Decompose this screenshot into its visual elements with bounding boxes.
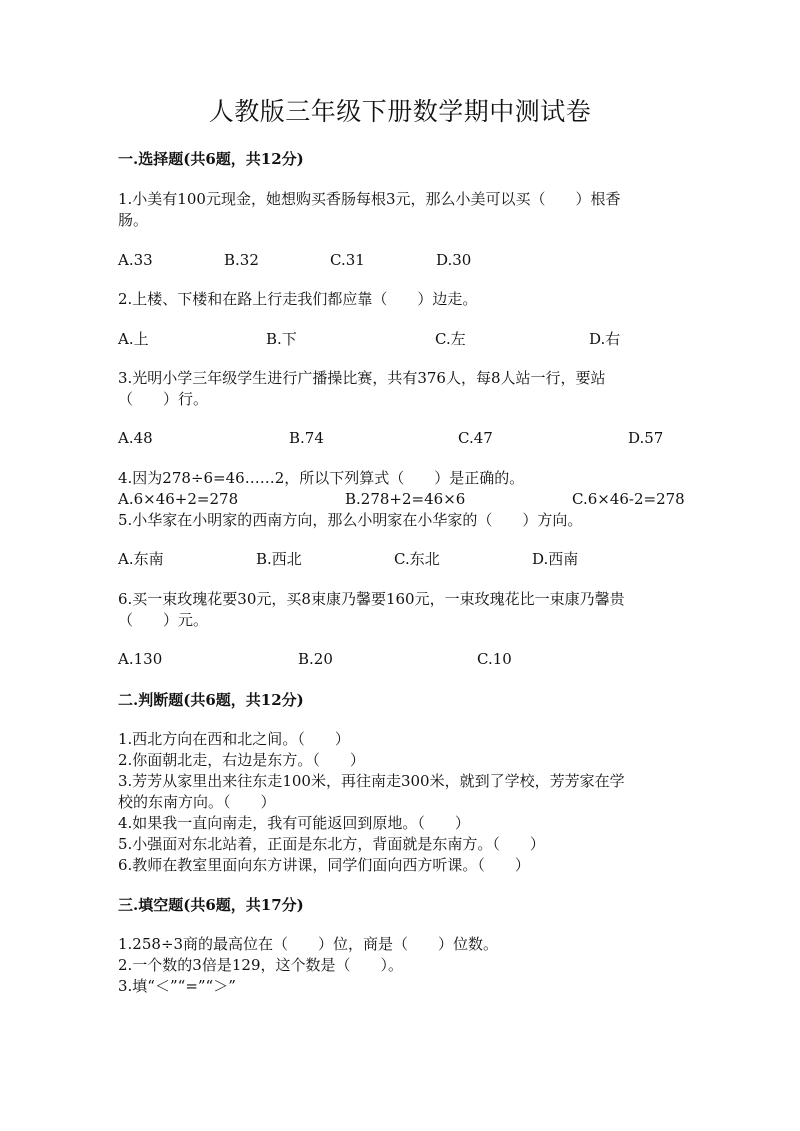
- judgment-line-1: 1.西北方向在西和北之间。（ ）: [118, 730, 350, 748]
- question-2-option-a: A.上: [118, 330, 149, 348]
- fill-blank-line-3: 3.填“＜”“=”“＞”: [118, 977, 236, 995]
- question-6-option-c: C.10: [477, 650, 512, 668]
- question-1-option-a: A.33: [118, 251, 153, 269]
- question-5-option-c: C.东北: [394, 550, 440, 568]
- question-2-option-c: C.左: [435, 330, 466, 348]
- judgment-line-2: 2.你面朝北走，右边是东方。（ ）: [118, 751, 365, 769]
- section-heading-choice: 一.选择题(共6题，共12分): [118, 150, 304, 168]
- question-5-line-1: 5.小华家在小明家的西南方向，那么小明家在小华家的（ ）方向。: [118, 511, 583, 529]
- question-3-option-c: C.47: [458, 429, 493, 447]
- question-4-option-b: B.278+2=46×6: [345, 490, 466, 508]
- question-6-option-a: A.130: [118, 650, 163, 668]
- question-1-option-b: B.32: [224, 251, 259, 269]
- question-5-option-b: B.西北: [256, 550, 302, 568]
- question-2-option-b: B.下: [266, 330, 297, 348]
- question-2-option-d: D.右: [589, 330, 621, 348]
- question-1-line-1: 1.小美有100元现金，她想购买香肠每根3元，那么小美可以买（ ）根香: [118, 190, 621, 208]
- question-6-line-2: （ ）元。: [118, 611, 209, 629]
- question-5-option-d: D.西南: [532, 550, 579, 568]
- question-3-line-2: （ ）行。: [118, 390, 209, 408]
- judgment-line-3: 3.芳芳从家里出来往东走100米，再往南走300米，就到了学校，芳芳家在学: [118, 772, 625, 790]
- judgment-line-6: 5.小强面对东北站着，正面是东北方，背面就是东南方。（ ）: [118, 835, 545, 853]
- question-5-option-a: A.东南: [118, 550, 164, 568]
- question-3-option-b: B.74: [289, 429, 324, 447]
- section-heading-fill-blank: 三.填空题(共6题，共17分): [118, 896, 304, 914]
- question-2-line-1: 2.上楼、下楼和在路上行走我们都应靠（ ）边走。: [118, 290, 478, 308]
- question-1-line-2: 肠。: [118, 211, 149, 229]
- question-4-option-c: C.6×46-2=278: [572, 490, 685, 508]
- fill-blank-line-2: 2.一个数的3倍是129，这个数是（ ）。: [118, 956, 403, 974]
- question-3-option-d: D.57: [628, 429, 664, 447]
- judgment-line-5: 4.如果我一直向南走，我有可能返回到原地。（ ）: [118, 814, 470, 832]
- question-1-option-d: D.30: [436, 251, 472, 269]
- question-3-option-a: A.48: [118, 429, 153, 447]
- fill-blank-line-1: 1.258÷3商的最高位在（ ）位，商是（ ）位数。: [118, 935, 499, 953]
- question-6-line-1: 6.买一束玫瑰花要30元，买8束康乃馨要160元，一束玫瑰花比一束康乃馨贵: [118, 590, 625, 608]
- page-title: 人教版三年级下册数学期中测试卷: [208, 97, 592, 126]
- question-4-option-a: A.6×46+2=278: [118, 490, 239, 508]
- judgment-line-4: 校的东南方向。（ ）: [118, 793, 276, 811]
- question-1-option-c: C.31: [330, 251, 365, 269]
- question-4-line-1: 4.因为278÷6=46……2，所以下列算式（ ）是正确的。: [118, 469, 525, 487]
- question-3-line-1: 3.光明小学三年级学生进行广播操比赛，共有376人，每8人站一行，要站: [118, 369, 606, 387]
- section-heading-judgment: 二.判断题(共6题，共12分): [118, 691, 304, 709]
- question-6-option-b: B.20: [298, 650, 333, 668]
- judgment-line-7: 6.教师在教室里面向东方讲课，同学们面向西方听课。（ ）: [118, 856, 530, 874]
